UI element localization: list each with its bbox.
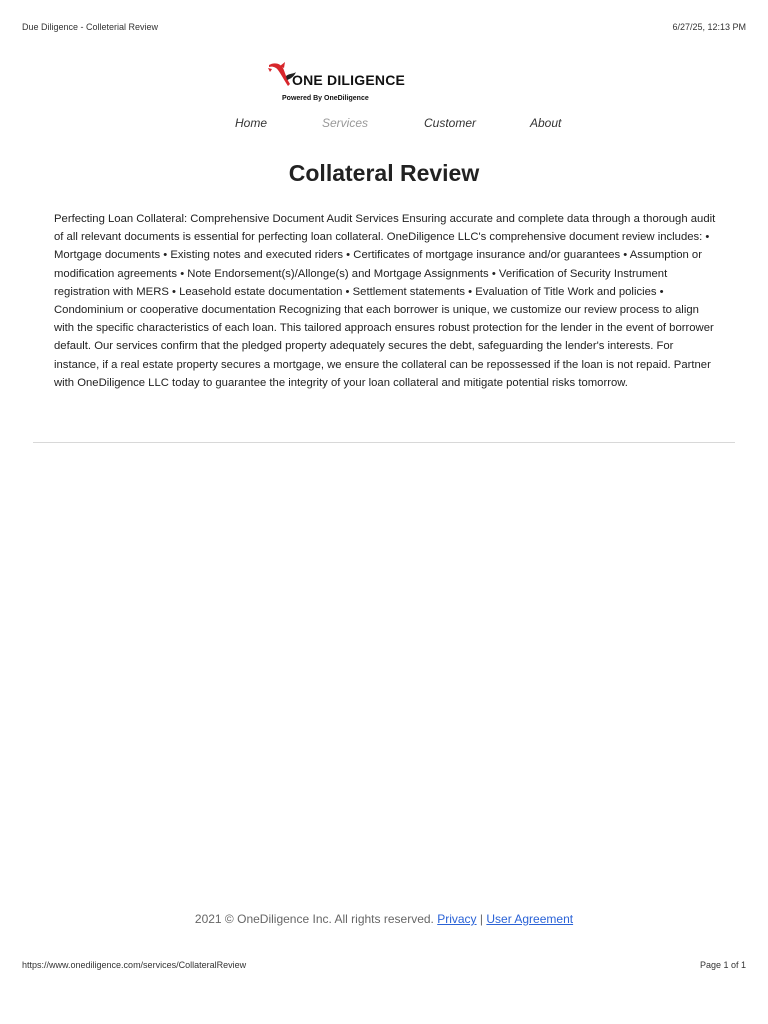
print-footer-url: https://www.onediligence.com/services/CollateralReview — [22, 960, 247, 970]
privacy-link[interactable]: Privacy — [437, 912, 477, 926]
brand-name: ONE DILIGENCE — [292, 72, 406, 88]
page-title: Collateral Review — [288, 160, 480, 186]
powered-by-text: Powered By OneDiligence — [282, 95, 369, 102]
site-logo[interactable] — [266, 60, 406, 106]
nav-item-about[interactable]: About — [530, 116, 562, 130]
nav-item-customer[interactable]: Customer — [424, 116, 477, 130]
content-divider — [33, 442, 735, 443]
site-footer — [0, 912, 768, 926]
copyright-text: 2021 © OneDiligence Inc. All rights reserved. — [194, 912, 434, 926]
print-header — [22, 22, 746, 34]
user-agreement-link[interactable]: User Agreement — [486, 912, 574, 926]
print-footer-page-info: Page 1 of 1 — [699, 960, 746, 970]
footer-separator: | — [479, 912, 484, 926]
print-header-title: Due Diligence - Colleterial Review — [22, 22, 159, 32]
nav-item-services[interactable]: Services — [322, 116, 369, 130]
main-nav — [0, 116, 768, 132]
print-header-datetime: 6/27/25, 12:13 PM — [672, 22, 746, 32]
page-body-text: Perfecting Loan Collateral: Comprehensive Document Audit Services Ensuring accurate and complete data through a thorough audit of all relevant documents is essential for perfecting loan collateral. OneDiligence LLC's comprehensive document review includes: • Mortgage documents • Existing notes and executed riders • Certificates of mortgage insurance and/or guarantees • Assumption or modification agreements • Note Endorsement(s)/Allonge(s) and Mortgage Assignments • Verification of Security Instrument registration with MERS • Leasehold estate documentation • Settlement statements • Evaluation of Title Work and policies • Condominium or cooperative documentation Recognizing that each borrower is unique, we customize our review process to align with the specific characteristics of each loan. This tailored approach ensures robust protection for the lender in the event of borrower default. Our services confirm that the pledged property adequately secures the debt, safeguarding the lender's interests. For instance, if a real estate property secures a mortgage, we ensure the collateral can be repossessed if the loan is not repaid. Partner with OneDiligence LLC today to guarantee the integrity of your loan collateral and mitigate potential risks tomorrow. — [54, 213, 716, 389]
nav-item-home[interactable]: Home — [235, 116, 268, 130]
print-footer — [22, 960, 746, 972]
